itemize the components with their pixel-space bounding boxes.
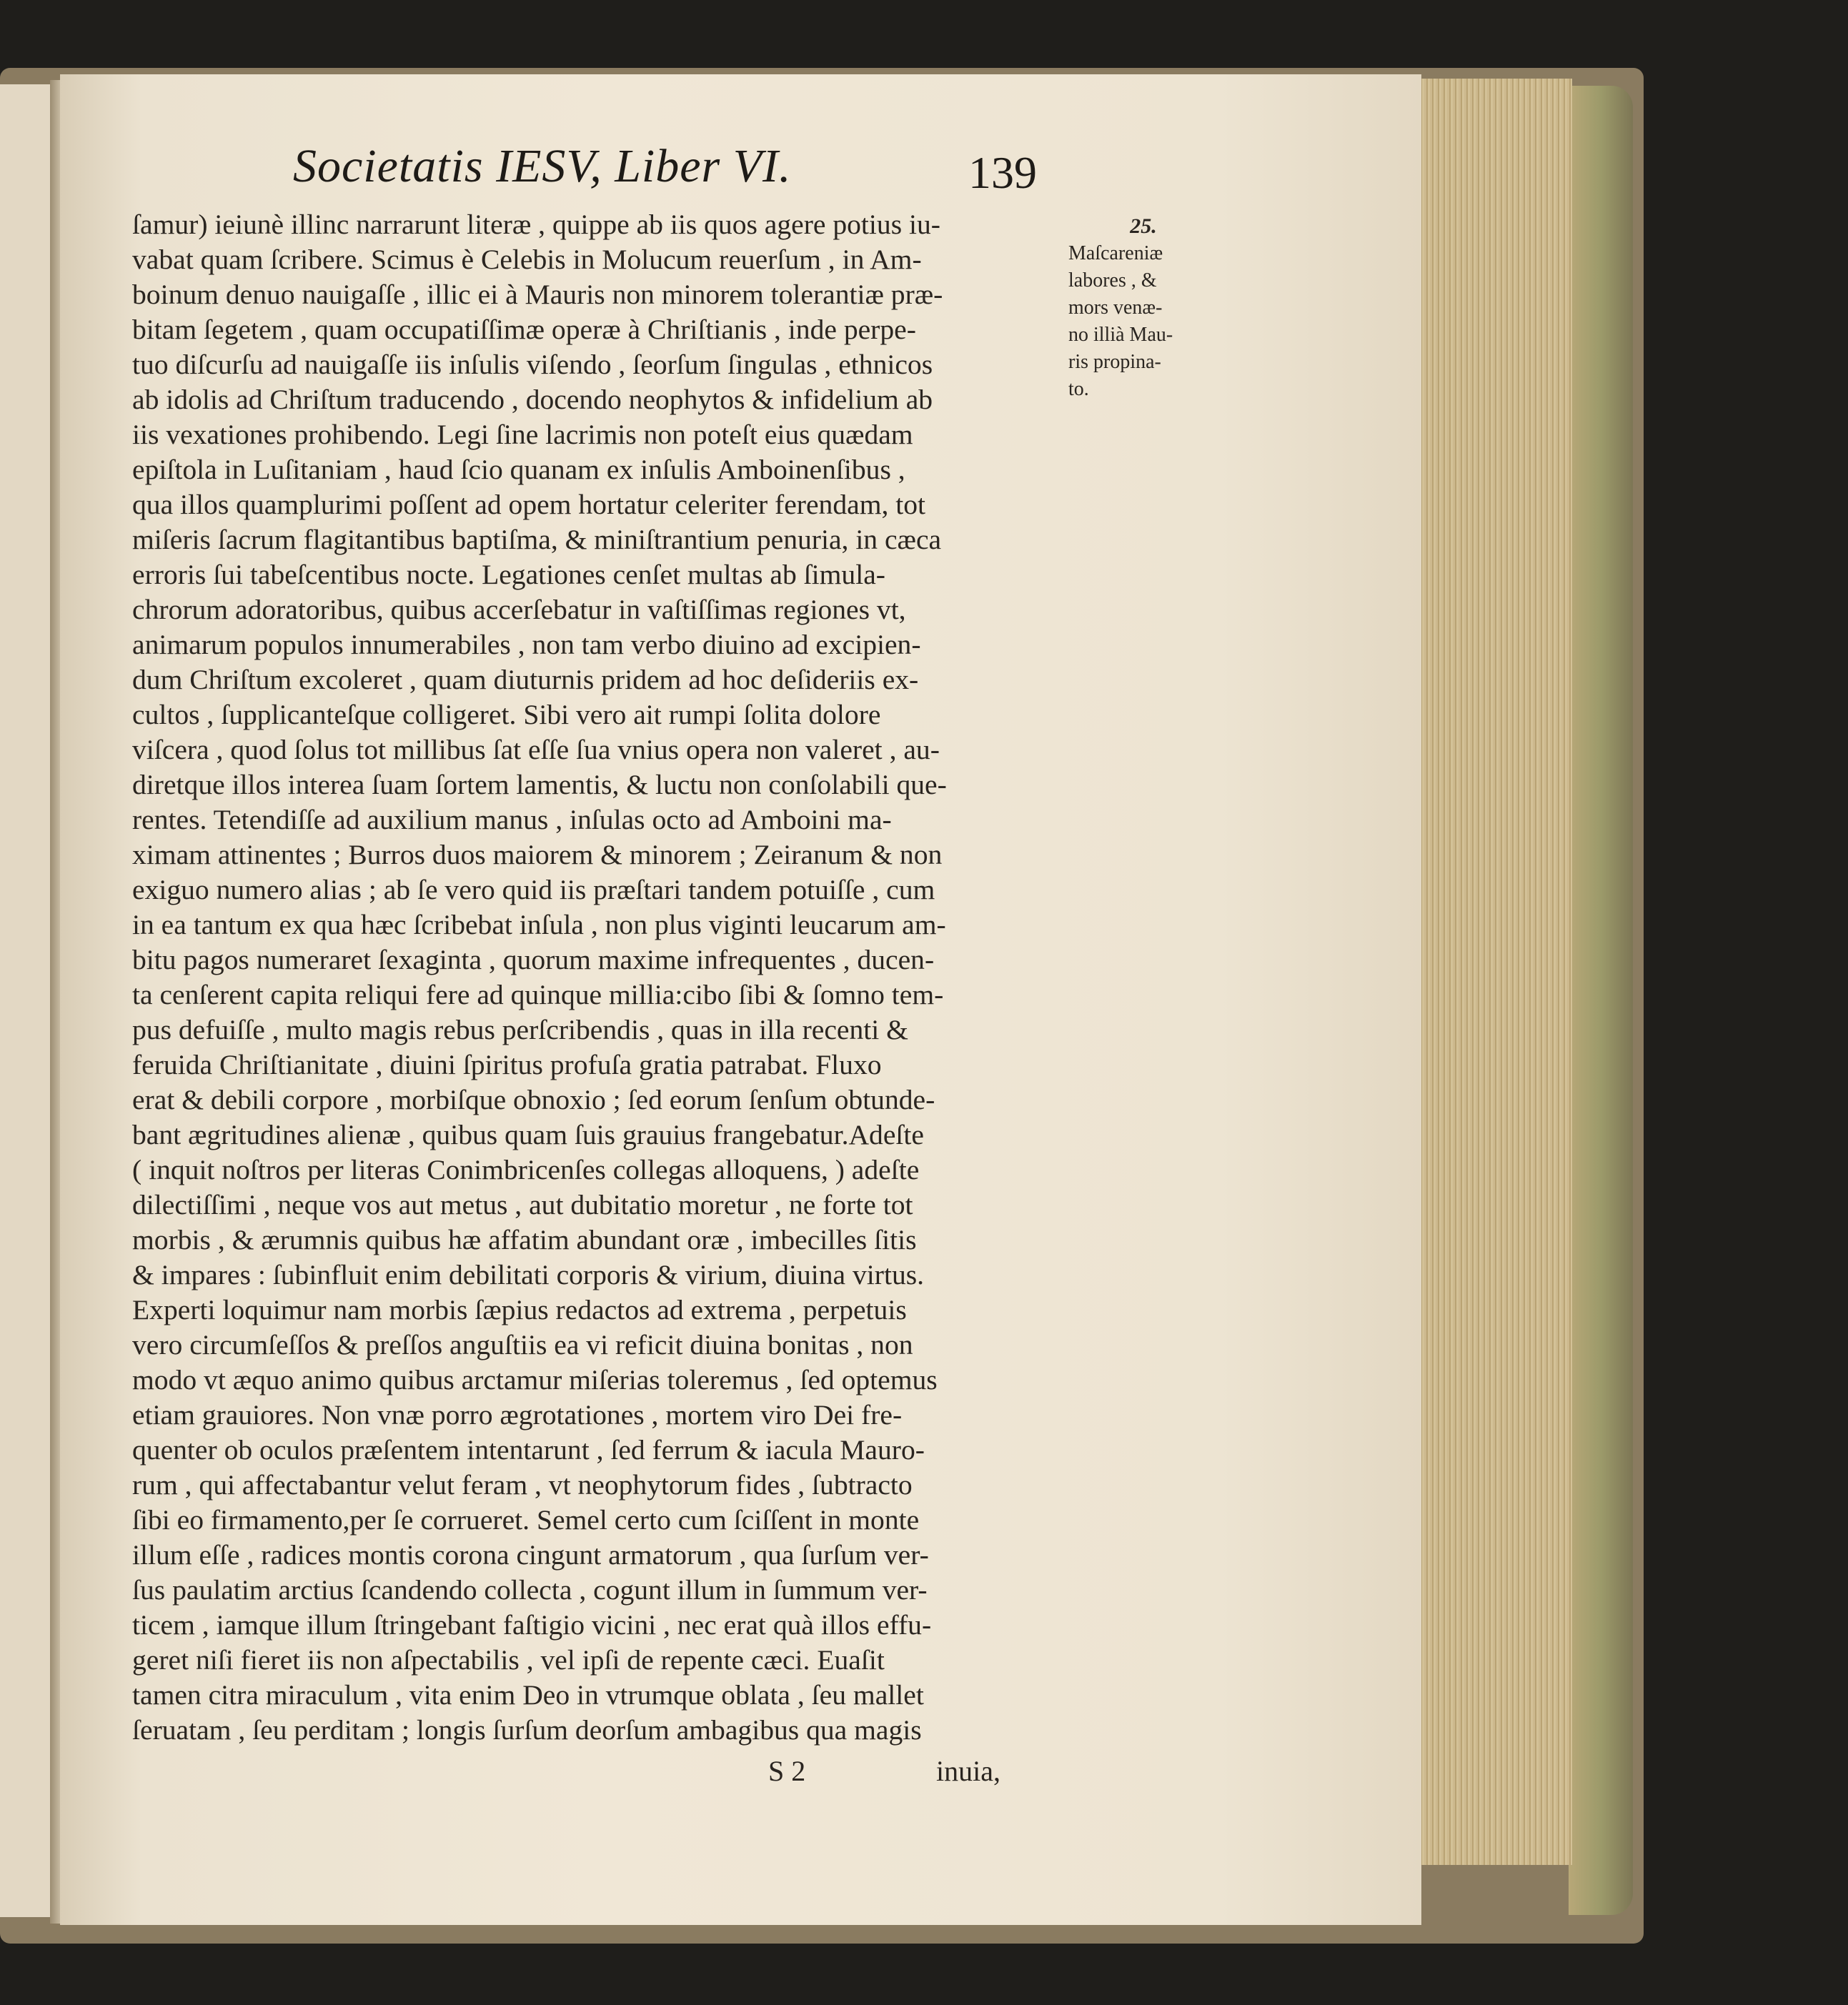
text-line: miſeris ſacrum flagitantibus baptiſma, & miniſtrantium penuria, in cæca	[132, 524, 942, 555]
text-line: Experti loquimur nam morbis ſæpius redactos ad extrema , perpetuis	[132, 1294, 907, 1325]
text-line: in ea tantum ex qua hæc ſcribebat inſula , non plus viginti leucarum am-	[132, 909, 946, 940]
left-page-edge	[0, 84, 56, 1917]
text-line: geret niſi fieret iis non aſpectabilis , vel ipſi de repente cæci. Euaſit	[132, 1644, 885, 1676]
text-line: qua illos quamplurimi poſſent ad opem hortatur celeriter ferendam, tot	[132, 489, 926, 520]
text-line: chrorum adoratoribus, quibus accerſebatur in vaſtiſſimas regiones vt,	[132, 594, 906, 625]
margin-note-line: no illià Mau-	[1068, 324, 1173, 346]
text-line: quenter ob oculos præſentem intentarunt , ſed ferrum & iacula Mauro-	[132, 1434, 925, 1466]
text-line: epiſtola in Luſitaniam , haud ſcio quanam ex inſulis Amboinenſibus ,	[132, 454, 905, 485]
text-line: & impares : ſubinfluit enim debilitati corporis & virium, diuina virtus.	[132, 1259, 925, 1290]
text-line: viſcera , quod ſolus tot millibus ſat eſſe ſua vnius opera non valeret , au-	[132, 734, 940, 765]
text-line: ſeruatam , ſeu perditam ; longis ſurſum deorſum ambagibus qua magis	[132, 1714, 922, 1746]
text-line: illum eſſe , radices montis corona cingunt armatorum , qua ſurſum ver-	[132, 1539, 929, 1571]
margin-note-line: to.	[1068, 378, 1089, 400]
text-line: tuo diſcurſu ad nauigaſſe iis inſulis viſendo , ſeorſum ſingulas , ethnicos	[132, 349, 933, 380]
text-line: animarum populos innumerabiles , non tam verbo diuino ad excipien-	[132, 629, 921, 660]
margin-note-line: Maſcareniæ	[1068, 242, 1163, 264]
text-line: tamen citra miraculum , vita enim Deo in vtrumque oblata , ſeu mallet	[132, 1679, 924, 1711]
text-line: erroris ſui tabeſcentibus nocte. Legationes cenſet multas ab ſimula-	[132, 559, 885, 590]
text-line: exiguo numero alias ; ab ſe vero quid iis præſtari tandem potuiſſe , cum	[132, 874, 935, 905]
text-line: ( inquit noſtros per literas Conimbricenſes collegas alloquens, ) adeſte	[132, 1154, 920, 1185]
running-head-title: Societatis IESV, Liber VI.	[293, 140, 792, 192]
text-line: ta cenſerent capita reliqui fere ad quinque millia:cibo ſibi & ſomno tem-	[132, 979, 944, 1010]
text-line: ſamur) ieiunè illinc narrarunt literæ , quippe ab iis quos agere potius iu-	[132, 209, 940, 240]
text-line: vabat quam ſcribere. Scimus è Celebis in Molucum reuerſum , in Am-	[132, 244, 922, 275]
text-line: feruida Chriſtianitate , diuini ſpiritus profuſa gratia patrabat. Fluxo	[132, 1049, 882, 1080]
text-line: erat & debili corpore , morbiſque obnoxio ; ſed eorum ſenſum obtunde-	[132, 1084, 935, 1115]
text-line: iis vexationes prohibendo. Legi ſine lacrimis non poteſt eius quædam	[132, 419, 913, 450]
text-line: pus defuiſſe , multo magis rebus perſcribendis , quas in illa recenti &	[132, 1014, 908, 1045]
text-line: ſibi eo firmamento,per ſe corrueret. Semel certo cum ſciſſent in monte	[132, 1504, 920, 1536]
text-line: etiam grauiores. Non vnæ porro ægrotationes , mortem viro Dei fre-	[132, 1399, 903, 1431]
text-line: diretque illos interea ſuam ſortem lamentis, & luctu non conſolabili que-	[132, 769, 947, 800]
margin-note	[1068, 213, 1218, 403]
text-line: cultos , ſupplicanteſque colligeret. Sibi vero ait rumpi ſolita dolore	[132, 699, 881, 730]
text-line: modo vt æquo animo quibus arctamur miſerias toleremus , ſed optemus	[132, 1364, 938, 1395]
text-line: morbis , & ærumnis quibus hæ affatim abundant oræ , imbecilles ſitis	[132, 1224, 917, 1255]
catchword: inuia,	[936, 1755, 1000, 1787]
body-text	[132, 207, 1061, 1748]
text-line: bant ægritudines alienæ , quibus quam ſuis grauius frangebatur.Adeſte	[132, 1119, 924, 1150]
text-line: ximam attinentes ; Burros duos maiorem & minorem ; Zeiranum & non	[132, 839, 943, 870]
text-line: dilectiſſimi , neque vos aut metus , aut dubitatio moretur , ne forte tot	[132, 1189, 913, 1220]
book-spine-edge	[1569, 86, 1633, 1915]
text-line: rentes. Tetendiſſe ad auxilium manus , inſulas octo ad Amboini ma-	[132, 804, 892, 835]
text-line: ſus paulatim arctius ſcandendo collecta , cogunt illum in ſummum ver-	[132, 1574, 928, 1606]
page-stack-edge	[1419, 79, 1572, 1865]
signature-mark: S 2	[768, 1755, 806, 1787]
text-line: bitam ſegetem , quam occupatiſſimæ operæ à Chriſtianis , inde perpe-	[132, 314, 916, 345]
margin-note-line: mors venæ-	[1068, 297, 1163, 319]
text-line: dum Chriſtum excoleret , quam diuturnis pridem ad hoc deſideriis ex-	[132, 664, 919, 695]
page-number: 139	[968, 147, 1037, 198]
text-line: ticem , iamque illum ſtringebant faſtigio vicini , nec erat quà illos effu-	[132, 1609, 932, 1641]
margin-note-line: ris propina-	[1068, 351, 1161, 373]
margin-note-number: 25.	[1130, 214, 1157, 238]
text-line: rum , qui affectabantur velut feram , vt neophytorum fides , ſubtracto	[132, 1469, 913, 1501]
text-line: boinum denuo nauigaſſe , illic ei à Mauris non minorem tolerantiæ præ-	[132, 279, 943, 310]
margin-note-line: labores , &	[1068, 269, 1157, 292]
text-line: vero circumſeſſos & preſſos anguſtiis ea vi reficit diuina bonitas , non	[132, 1329, 913, 1360]
text-line: bitu pagos numeraret ſexaginta , quorum maxime infrequentes , ducen-	[132, 944, 935, 975]
text-line: ab idolis ad Chriſtum traducendo , docendo neophytos & infidelium ab	[132, 384, 933, 415]
